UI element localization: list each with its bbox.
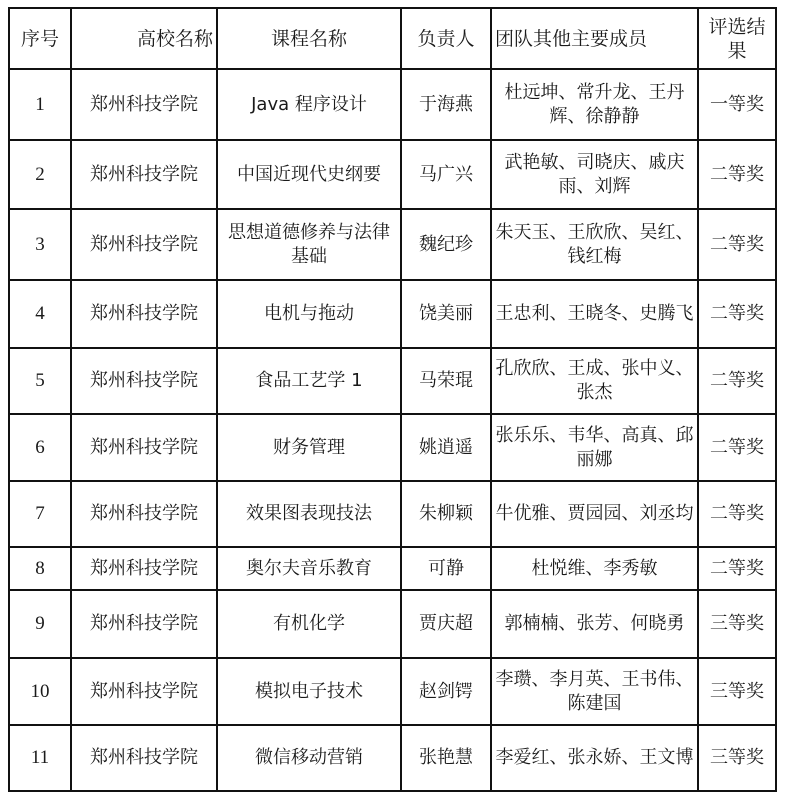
team-members: 孔欣欣、王成、张中义、张杰 — [491, 348, 698, 414]
table-row — [9, 348, 776, 414]
school-name: 郑州科技学院 — [71, 348, 217, 414]
row-number: 10 — [9, 658, 71, 725]
award-result: 二等奖 — [698, 414, 776, 481]
course-name: 思想道德修养与法律基础 — [217, 209, 401, 280]
table-row — [9, 725, 776, 791]
table-row — [9, 590, 776, 658]
leader-name: 马荣琨 — [401, 348, 491, 414]
header-no: 序号 — [9, 8, 71, 69]
award-result: 二等奖 — [698, 209, 776, 280]
school-name: 郑州科技学院 — [71, 69, 217, 140]
award-result: 三等奖 — [698, 658, 776, 725]
row-number: 8 — [9, 547, 71, 590]
leader-name: 饶美丽 — [401, 280, 491, 348]
leader-name: 朱柳颖 — [401, 481, 491, 547]
leader-name: 贾庆超 — [401, 590, 491, 658]
school-name: 郑州科技学院 — [71, 725, 217, 791]
school-name: 郑州科技学院 — [71, 414, 217, 481]
header-leader: 负责人 — [401, 8, 491, 69]
award-result: 二等奖 — [698, 547, 776, 590]
course-name: 中国近现代史纲要 — [217, 140, 401, 209]
header-course: 课程名称 — [217, 8, 401, 69]
row-number: 5 — [9, 348, 71, 414]
row-number: 6 — [9, 414, 71, 481]
school-name: 郑州科技学院 — [71, 140, 217, 209]
table-row — [9, 547, 776, 590]
award-result: 二等奖 — [698, 140, 776, 209]
table-row — [9, 280, 776, 348]
leader-name: 魏纪珍 — [401, 209, 491, 280]
team-members: 杜远坤、常升龙、王丹辉、徐静静 — [491, 69, 698, 140]
school-name: 郑州科技学院 — [71, 481, 217, 547]
school-name: 郑州科技学院 — [71, 547, 217, 590]
course-name: 效果图表现技法 — [217, 481, 401, 547]
award-result: 二等奖 — [698, 481, 776, 547]
school-name: 郑州科技学院 — [71, 658, 217, 725]
course-name: 奥尔夫音乐教育 — [217, 547, 401, 590]
team-members: 朱天玉、王欣欣、吴红、钱红梅 — [491, 209, 698, 280]
course-name: 食品工艺学 1 — [217, 348, 401, 414]
table-row — [9, 140, 776, 209]
course-name: 模拟电子技术 — [217, 658, 401, 725]
team-members: 张乐乐、韦华、高真、邱丽娜 — [491, 414, 698, 481]
leader-name: 马广兴 — [401, 140, 491, 209]
award-result: 二等奖 — [698, 348, 776, 414]
table-row — [9, 481, 776, 547]
team-members: 牛优雅、贾园园、刘丞均 — [491, 481, 698, 547]
row-number: 7 — [9, 481, 71, 547]
header-school: 高校名称 — [71, 8, 217, 69]
school-name: 郑州科技学院 — [71, 590, 217, 658]
course-name: Java 程序设计 — [217, 69, 401, 140]
leader-name: 姚逍遥 — [401, 414, 491, 481]
school-name: 郑州科技学院 — [71, 280, 217, 348]
award-result: 三等奖 — [698, 590, 776, 658]
table-row — [9, 69, 776, 140]
leader-name: 于海燕 — [401, 69, 491, 140]
table-row — [9, 209, 776, 280]
row-number: 4 — [9, 280, 71, 348]
school-name: 郑州科技学院 — [71, 209, 217, 280]
header-members: 团队其他主要成员 — [491, 8, 698, 69]
table-row — [9, 658, 776, 725]
team-members: 武艳敏、司晓庆、戚庆雨、刘辉 — [491, 140, 698, 209]
team-members: 王忠利、王晓冬、史腾飞 — [491, 280, 698, 348]
award-result: 一等奖 — [698, 69, 776, 140]
leader-name: 赵剑锷 — [401, 658, 491, 725]
row-number: 11 — [9, 725, 71, 791]
course-name: 有机化学 — [217, 590, 401, 658]
awards-table — [8, 7, 777, 792]
leader-name: 张艳慧 — [401, 725, 491, 791]
course-name: 微信移动营销 — [217, 725, 401, 791]
row-number: 3 — [9, 209, 71, 280]
team-members: 李爱红、张永娇、王文博 — [491, 725, 698, 791]
award-result: 二等奖 — [698, 280, 776, 348]
team-members: 杜悦维、李秀敏 — [491, 547, 698, 590]
course-name: 电机与拖动 — [217, 280, 401, 348]
course-name: 财务管理 — [217, 414, 401, 481]
team-members: 郭楠楠、张芳、何晓勇 — [491, 590, 698, 658]
header-row — [9, 8, 776, 69]
table-row — [9, 414, 776, 481]
row-number: 9 — [9, 590, 71, 658]
team-members: 李瓒、李月英、王书伟、陈建国 — [491, 658, 698, 725]
header-result: 评选结果 — [698, 8, 776, 69]
leader-name: 可静 — [401, 547, 491, 590]
row-number: 1 — [9, 69, 71, 140]
award-result: 三等奖 — [698, 725, 776, 791]
row-number: 2 — [9, 140, 71, 209]
